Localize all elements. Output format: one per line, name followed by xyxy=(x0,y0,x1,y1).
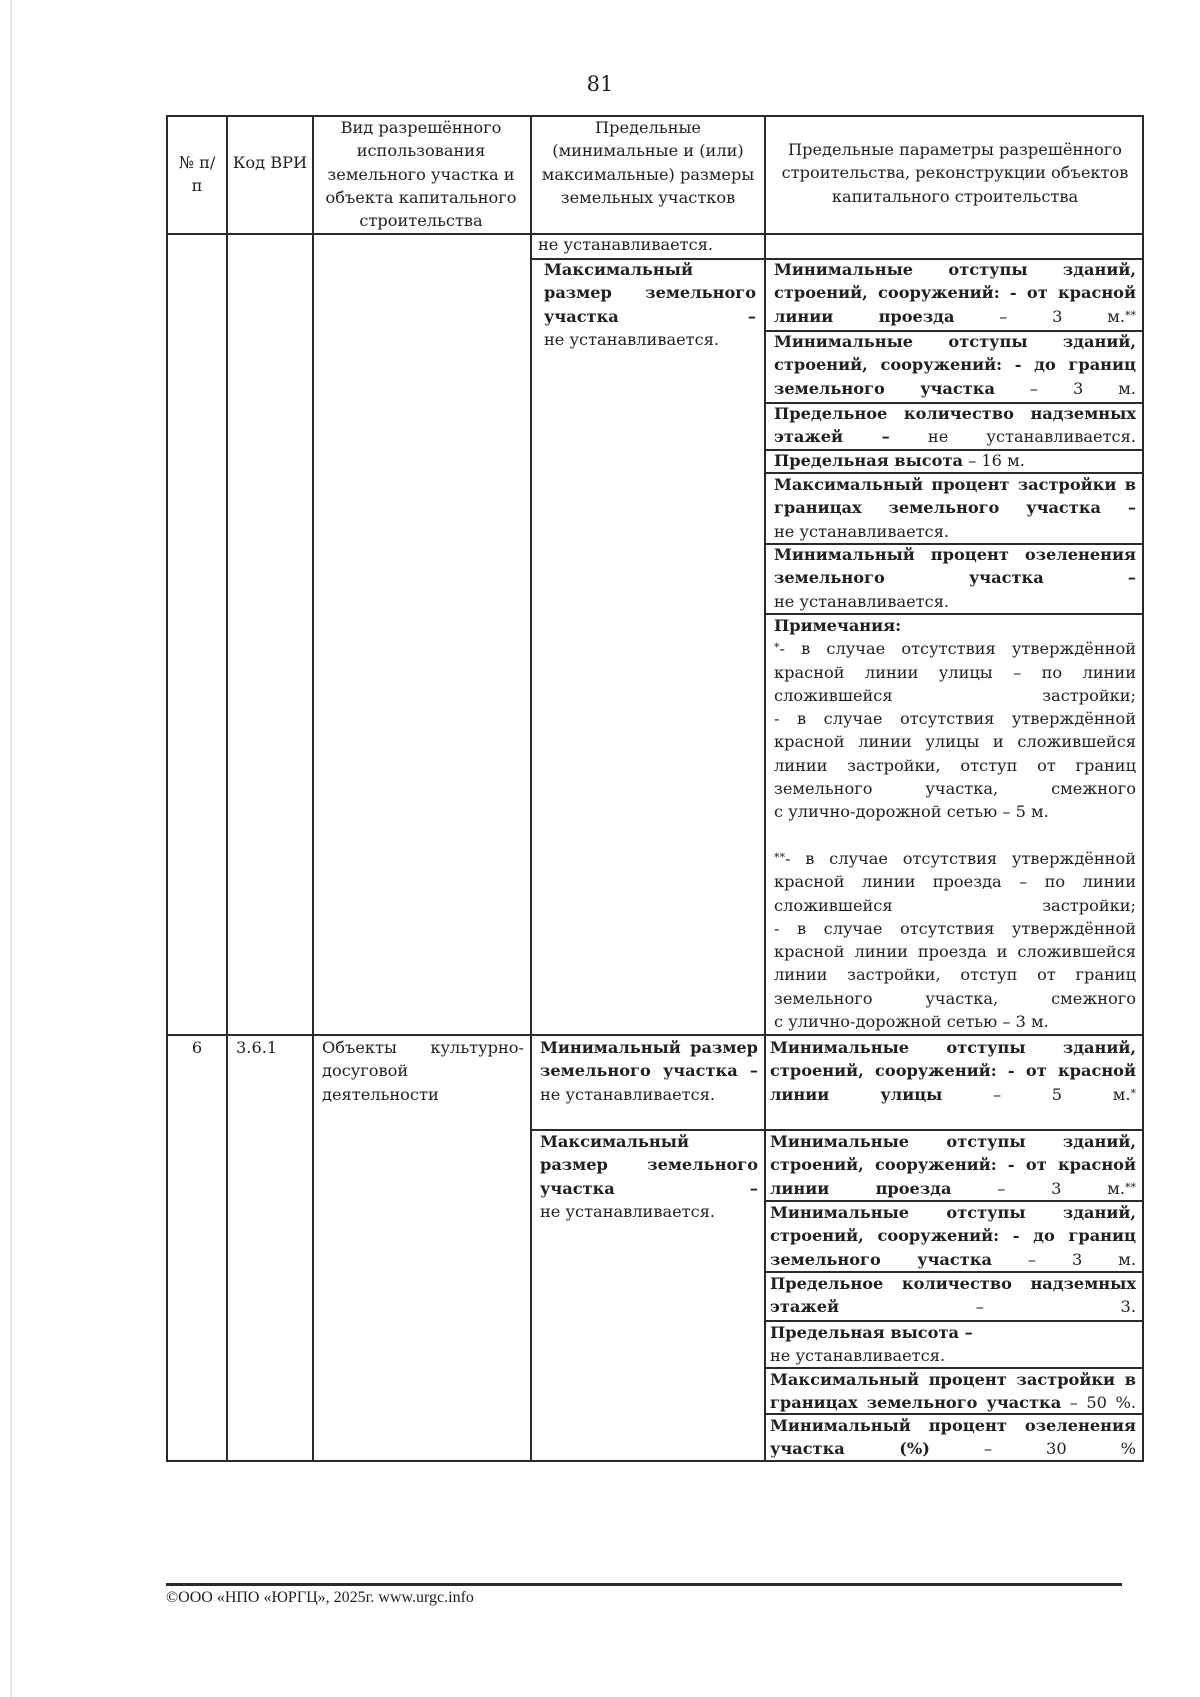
param-label: Минимальный процент озеленения участка (%) xyxy=(770,1416,1136,1459)
scan-edge xyxy=(10,0,12,1697)
param-value: – 3 м. xyxy=(951,1178,1125,1198)
param-label: Максимальный процент застройки в границах земельного участка xyxy=(770,1370,1136,1413)
footnote-mark: ** xyxy=(1125,1180,1136,1194)
param-label: Максимальный процент застройки в границах земельного участка – xyxy=(774,475,1136,518)
zoning-table xyxy=(166,115,1144,1462)
max-size-label: Максимальный размер земельного участка – xyxy=(540,1132,758,1198)
row6-floors xyxy=(770,1272,1136,1319)
param-value: – 3 м. xyxy=(991,1249,1136,1269)
table-rule xyxy=(1142,115,1144,1462)
footnote-mark: * xyxy=(774,641,780,655)
param-min-greening xyxy=(774,543,1136,613)
header-num: № п/п xyxy=(178,153,216,196)
param-value: – 50 %. xyxy=(1061,1393,1136,1413)
header-sizes: Предельные (минимальные и (или) максимальные) размеры земельных участков xyxy=(541,118,755,207)
note-2c: с улично-дорожной сетью – 3 м. xyxy=(774,1012,1049,1032)
row6-kind: Объекты культурно-досуговой деятельности xyxy=(322,1038,524,1104)
note-1a xyxy=(774,637,1136,707)
note-gap xyxy=(774,824,1136,847)
note-2a xyxy=(774,847,1136,917)
min-size-value: не устанавливается. xyxy=(540,1084,716,1104)
note-2b: - в случае отсутствия утверждённой красной линии проезда и сложившейся линии застройки, отступ от границ земельного участка, смежного xyxy=(774,918,1136,1008)
max-size-label: Максимальный размер земельного участка – xyxy=(544,260,756,326)
param-value: не устанавливается. xyxy=(770,1346,946,1366)
param-value: – 30 % xyxy=(929,1439,1136,1459)
row6-code: 3.6.1 xyxy=(236,1038,278,1057)
table-rule xyxy=(226,115,228,1462)
sizes-continuation: не устанавливается. xyxy=(538,235,714,254)
note-text: - в случае отсутствия утверждённой красной линии проезда – по линии сложившейся застройки; xyxy=(774,848,1136,915)
page-number: 81 xyxy=(586,72,614,96)
row6-max-coverage xyxy=(770,1368,1136,1415)
param-label: Минимальный процент озеленения земельного участка – xyxy=(774,545,1136,588)
row6-setback-street xyxy=(770,1036,1136,1106)
footnote-mark: ** xyxy=(774,850,785,864)
param-value: – 16 м. xyxy=(962,451,1025,470)
max-size-cell xyxy=(544,258,756,351)
param-value: – 3. xyxy=(839,1297,1136,1317)
row6-setback-boundary xyxy=(770,1201,1136,1271)
param-label: Минимальные отступы зданий, строений, сооружений: - от красной линии проезда xyxy=(770,1132,1136,1198)
param-value: не устанавливается. xyxy=(774,591,950,611)
row6-max-size xyxy=(540,1130,758,1223)
notes-cell xyxy=(774,614,1136,1033)
table-rule xyxy=(530,115,532,1462)
param-max-coverage xyxy=(774,473,1136,543)
notes-title: Примечания: xyxy=(774,616,902,635)
footer-rule xyxy=(166,1583,1122,1586)
footer-copyright: ©ООО «НПО «ЮРГЦ», 2025г. www.urgc.info xyxy=(166,1589,474,1606)
row6-min-size xyxy=(540,1036,758,1106)
param-value: – 5 м. xyxy=(942,1084,1131,1104)
header-code: Код ВРИ xyxy=(232,153,308,172)
param-value: не устанавливается. xyxy=(889,427,1136,447)
param-value: не устанавливается. xyxy=(774,521,950,541)
footnote-mark: * xyxy=(1130,1086,1136,1100)
table-rule xyxy=(312,115,314,1462)
param-value: – 3 м. xyxy=(994,378,1136,398)
header-params: Предельные параметры разрешённого строительства, реконструкции объектов капитального строительства xyxy=(781,140,1129,206)
param-label: Предельное количество надземных этажей – xyxy=(774,404,1136,447)
header-kind: Вид разрешённого использования земельного участка и объекта капитального строительства xyxy=(325,118,517,231)
note-1c: с улично-дорожной сетью – 5 м. xyxy=(774,802,1049,822)
param-setback-passage xyxy=(774,258,1136,328)
param-setback-boundary xyxy=(774,330,1136,400)
table-rule xyxy=(166,115,168,1462)
row6-num: 6 xyxy=(191,1038,203,1057)
param-label: Минимальные отступы зданий, строений, сооружений: - до границ земельного участка xyxy=(770,1203,1136,1269)
max-size-value: не устанавливается. xyxy=(544,329,720,349)
param-floors xyxy=(774,402,1136,449)
table-rule xyxy=(764,115,766,1462)
min-size-label: Минимальный размер земельного участка – xyxy=(540,1038,758,1081)
max-size-value: не устанавливается. xyxy=(540,1201,716,1221)
param-label: Минимальные отступы зданий, строений, сооружений: - от красной линии проезда xyxy=(774,260,1136,326)
param-label: Предельная высота – xyxy=(770,1323,973,1342)
param-label: Минимальные отступы зданий, строений, сооружений: - от красной линии улицы xyxy=(770,1038,1136,1104)
note-text: - в случае отсутствия утверждённой красной линии улицы – по линии сложившейся застройки; xyxy=(774,639,1136,705)
row6-min-greening xyxy=(770,1414,1136,1461)
param-label: Минимальные отступы зданий, строений, сооружений: - до границ земельного участка xyxy=(774,332,1136,398)
row6-setback-passage xyxy=(770,1130,1136,1200)
footnote-mark: ** xyxy=(1125,308,1136,322)
param-value: – 3 м. xyxy=(954,306,1125,326)
param-height xyxy=(774,449,1136,472)
row6-height xyxy=(770,1321,1136,1368)
param-label: Предельная высота xyxy=(774,451,963,470)
param-label: Предельное количество надземных этажей xyxy=(770,1274,1136,1317)
note-1b: - в случае отсутствия утверждённой красной линии улицы и сложившейся линии застройки, отступ от границ земельного участка, смежного xyxy=(774,709,1136,799)
